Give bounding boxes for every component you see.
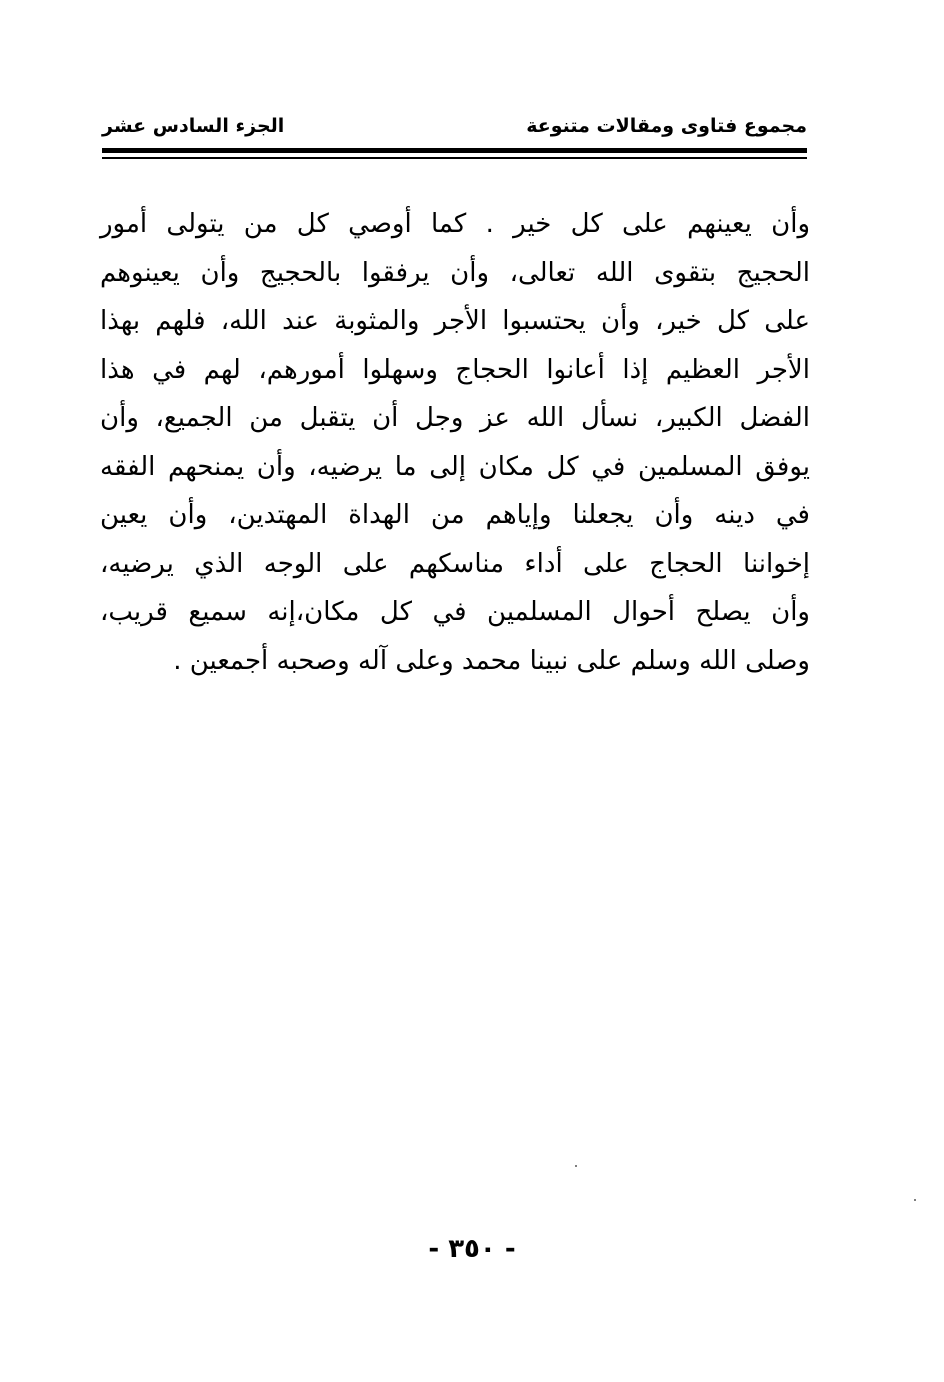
text-line: الحجيج بتقوى الله تعالى، وأن يرفقوا بالحجيج وأن يعينوهم <box>100 257 810 288</box>
scan-speck <box>575 1165 577 1167</box>
book-title: مجموع فتاوى ومقالات متنوعة <box>526 115 807 137</box>
header-rule-thick <box>102 148 807 153</box>
scan-speck <box>914 1199 916 1201</box>
text-line: إخواننا الحجاج على أداء مناسكهم على الوجه الذي يرضيه، <box>100 548 810 579</box>
text-line: وصلى الله وسلم على نبينا محمد وعلى آله وصحبه أجمعين . <box>173 645 810 676</box>
header-rule-thin <box>102 157 807 159</box>
text-line: وأن يعينهم على كل خير . كما أوصي كل من يتولى أمور <box>100 209 810 239</box>
text-line: وأن يصلح أحوال المسلمين في كل مكان،إنه سميع قريب، <box>100 597 810 627</box>
text-line: يوفق المسلمين في كل مكان إلى ما يرضيه، وأن يمنحهم الفقه <box>100 451 810 482</box>
text-line: على كل خير، وأن يحتسبوا الأجر والمثوبة عند الله، فلهم بهذا <box>100 306 810 336</box>
body-text <box>100 200 810 685</box>
text-line: الفضل الكبير، نسأل الله عز وجل أن يتقبل من الجميع، وأن <box>100 403 810 433</box>
text-line: في دينه وأن يجعلنا وإياهم من الهداة المهتدين، وأن يعين <box>100 500 810 530</box>
text-line: الأجر العظيم إذا أعانوا الحجاج وسهلوا أمورهم، لهم في هذا <box>100 354 810 385</box>
running-header <box>102 110 807 142</box>
page-number: - ٣٥٠ - <box>428 1234 516 1264</box>
volume-label: الجزء السادس عشر <box>102 115 285 137</box>
